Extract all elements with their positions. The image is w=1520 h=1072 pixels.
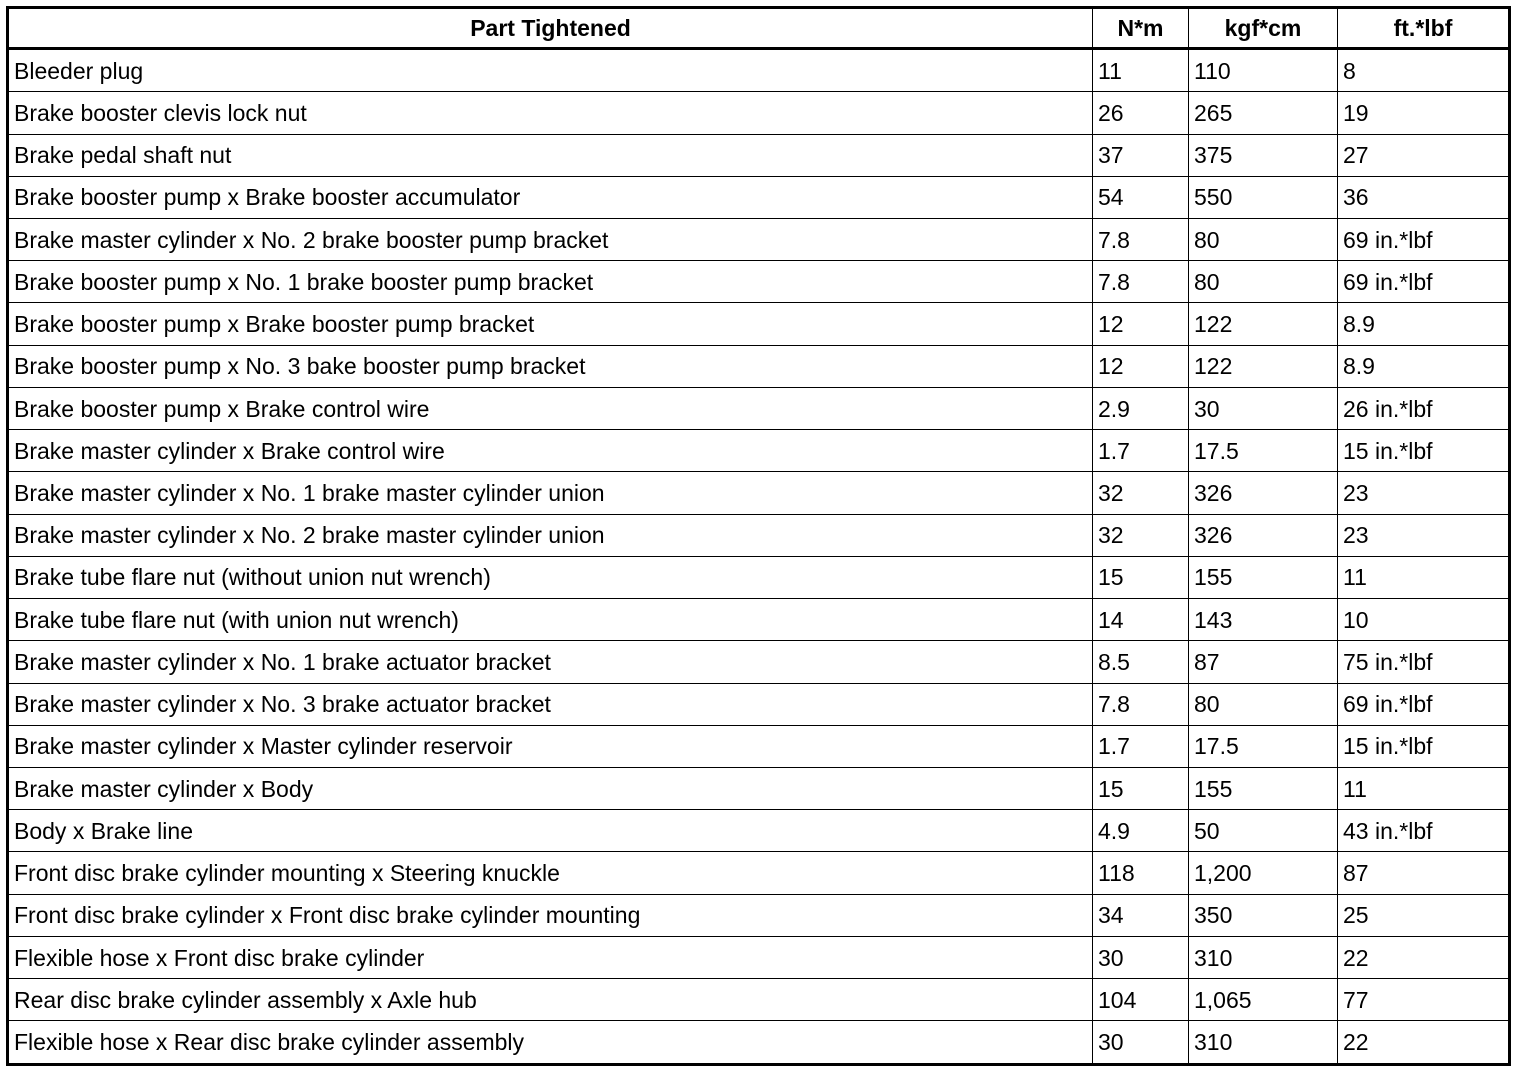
cell-ft-lbf: 8.9 <box>1338 345 1510 387</box>
cell-part: Brake booster pump x No. 1 brake booster pump bracket <box>8 261 1093 303</box>
cell-ft-lbf: 36 <box>1338 176 1510 218</box>
cell-nm: 7.8 <box>1093 683 1189 725</box>
cell-ft-lbf: 15 in.*lbf <box>1338 725 1510 767</box>
cell-ft-lbf: 11 <box>1338 556 1510 598</box>
cell-nm: 11 <box>1093 49 1189 92</box>
cell-kgf-cm: 1,200 <box>1189 852 1338 894</box>
cell-nm: 104 <box>1093 979 1189 1021</box>
cell-part: Brake booster pump x No. 3 bake booster pump bracket <box>8 345 1093 387</box>
cell-ft-lbf: 43 in.*lbf <box>1338 810 1510 852</box>
table-row <box>8 430 1510 472</box>
table-row <box>8 852 1510 894</box>
cell-kgf-cm: 310 <box>1189 1021 1338 1065</box>
cell-kgf-cm: 80 <box>1189 261 1338 303</box>
cell-part: Flexible hose x Rear disc brake cylinder assembly <box>8 1021 1093 1065</box>
cell-ft-lbf: 77 <box>1338 979 1510 1021</box>
header-nm: N*m <box>1093 8 1189 49</box>
cell-ft-lbf: 8.9 <box>1338 303 1510 345</box>
cell-part: Rear disc brake cylinder assembly x Axle hub <box>8 979 1093 1021</box>
cell-ft-lbf: 75 in.*lbf <box>1338 641 1510 683</box>
cell-part: Brake tube flare nut (without union nut wrench) <box>8 556 1093 598</box>
cell-ft-lbf: 26 in.*lbf <box>1338 387 1510 429</box>
table-row <box>8 979 1510 1021</box>
header-kgf-cm: kgf*cm <box>1189 8 1338 49</box>
cell-nm: 2.9 <box>1093 387 1189 429</box>
table-row <box>8 556 1510 598</box>
cell-kgf-cm: 50 <box>1189 810 1338 852</box>
cell-ft-lbf: 25 <box>1338 894 1510 936</box>
cell-ft-lbf: 8 <box>1338 49 1510 92</box>
cell-part: Brake master cylinder x No. 2 brake master cylinder union <box>8 514 1093 556</box>
cell-ft-lbf: 69 in.*lbf <box>1338 218 1510 260</box>
cell-part: Front disc brake cylinder x Front disc brake cylinder mounting <box>8 894 1093 936</box>
cell-nm: 37 <box>1093 134 1189 176</box>
cell-nm: 1.7 <box>1093 725 1189 767</box>
cell-nm: 54 <box>1093 176 1189 218</box>
cell-ft-lbf: 15 in.*lbf <box>1338 430 1510 472</box>
cell-part: Brake tube flare nut (with union nut wrench) <box>8 599 1093 641</box>
table-row <box>8 894 1510 936</box>
cell-part: Brake booster clevis lock nut <box>8 92 1093 134</box>
table-header-row <box>8 8 1510 49</box>
cell-kgf-cm: 550 <box>1189 176 1338 218</box>
cell-kgf-cm: 326 <box>1189 472 1338 514</box>
cell-part: Brake master cylinder x No. 1 brake master cylinder union <box>8 472 1093 514</box>
cell-kgf-cm: 143 <box>1189 599 1338 641</box>
cell-ft-lbf: 27 <box>1338 134 1510 176</box>
cell-part: Brake master cylinder x No. 2 brake booster pump bracket <box>8 218 1093 260</box>
table-row <box>8 1021 1510 1065</box>
cell-kgf-cm: 122 <box>1189 303 1338 345</box>
cell-kgf-cm: 87 <box>1189 641 1338 683</box>
cell-nm: 7.8 <box>1093 218 1189 260</box>
cell-kgf-cm: 17.5 <box>1189 725 1338 767</box>
cell-ft-lbf: 22 <box>1338 936 1510 978</box>
table-row <box>8 345 1510 387</box>
cell-nm: 12 <box>1093 303 1189 345</box>
cell-part: Flexible hose x Front disc brake cylinder <box>8 936 1093 978</box>
torque-spec-table <box>6 6 1511 1066</box>
cell-ft-lbf: 19 <box>1338 92 1510 134</box>
cell-part: Brake master cylinder x Master cylinder reservoir <box>8 725 1093 767</box>
cell-kgf-cm: 310 <box>1189 936 1338 978</box>
table-row <box>8 134 1510 176</box>
cell-nm: 1.7 <box>1093 430 1189 472</box>
cell-nm: 14 <box>1093 599 1189 641</box>
cell-ft-lbf: 10 <box>1338 599 1510 641</box>
cell-nm: 30 <box>1093 936 1189 978</box>
cell-part: Brake master cylinder x Body <box>8 768 1093 810</box>
cell-ft-lbf: 87 <box>1338 852 1510 894</box>
table-row <box>8 387 1510 429</box>
cell-kgf-cm: 155 <box>1189 768 1338 810</box>
cell-nm: 32 <box>1093 472 1189 514</box>
cell-kgf-cm: 265 <box>1189 92 1338 134</box>
table-row <box>8 92 1510 134</box>
cell-ft-lbf: 23 <box>1338 472 1510 514</box>
header-ft-lbf: ft.*lbf <box>1338 8 1510 49</box>
cell-nm: 32 <box>1093 514 1189 556</box>
torque-spec-page <box>6 6 1508 1066</box>
cell-nm: 118 <box>1093 852 1189 894</box>
cell-kgf-cm: 1,065 <box>1189 979 1338 1021</box>
table-row <box>8 768 1510 810</box>
cell-nm: 15 <box>1093 556 1189 598</box>
cell-nm: 4.9 <box>1093 810 1189 852</box>
cell-part: Brake booster pump x Brake booster pump bracket <box>8 303 1093 345</box>
cell-kgf-cm: 122 <box>1189 345 1338 387</box>
cell-nm: 7.8 <box>1093 261 1189 303</box>
cell-part: Brake booster pump x Brake control wire <box>8 387 1093 429</box>
table-row <box>8 472 1510 514</box>
table-row <box>8 725 1510 767</box>
cell-kgf-cm: 30 <box>1189 387 1338 429</box>
cell-kgf-cm: 350 <box>1189 894 1338 936</box>
cell-part: Body x Brake line <box>8 810 1093 852</box>
table-row <box>8 599 1510 641</box>
cell-ft-lbf: 69 in.*lbf <box>1338 261 1510 303</box>
table-row <box>8 261 1510 303</box>
header-part-tightened: Part Tightened <box>8 8 1093 49</box>
cell-ft-lbf: 22 <box>1338 1021 1510 1065</box>
cell-kgf-cm: 110 <box>1189 49 1338 92</box>
cell-part: Brake master cylinder x No. 1 brake actuator bracket <box>8 641 1093 683</box>
table-row <box>8 49 1510 92</box>
table-row <box>8 514 1510 556</box>
table-row <box>8 683 1510 725</box>
cell-part: Front disc brake cylinder mounting x Steering knuckle <box>8 852 1093 894</box>
cell-nm: 34 <box>1093 894 1189 936</box>
cell-ft-lbf: 23 <box>1338 514 1510 556</box>
cell-ft-lbf: 69 in.*lbf <box>1338 683 1510 725</box>
table-row <box>8 303 1510 345</box>
cell-part: Brake master cylinder x No. 3 brake actuator bracket <box>8 683 1093 725</box>
cell-nm: 12 <box>1093 345 1189 387</box>
table-row <box>8 218 1510 260</box>
cell-kgf-cm: 17.5 <box>1189 430 1338 472</box>
cell-part: Brake master cylinder x Brake control wire <box>8 430 1093 472</box>
cell-kgf-cm: 155 <box>1189 556 1338 598</box>
cell-kgf-cm: 80 <box>1189 218 1338 260</box>
table-row <box>8 641 1510 683</box>
cell-kgf-cm: 326 <box>1189 514 1338 556</box>
cell-kgf-cm: 80 <box>1189 683 1338 725</box>
table-row <box>8 176 1510 218</box>
cell-part: Brake booster pump x Brake booster accumulator <box>8 176 1093 218</box>
cell-ft-lbf: 11 <box>1338 768 1510 810</box>
table-row <box>8 810 1510 852</box>
cell-nm: 15 <box>1093 768 1189 810</box>
table-row <box>8 936 1510 978</box>
cell-nm: 30 <box>1093 1021 1189 1065</box>
cell-part: Brake pedal shaft nut <box>8 134 1093 176</box>
cell-kgf-cm: 375 <box>1189 134 1338 176</box>
table-body <box>8 49 1510 1065</box>
cell-part: Bleeder plug <box>8 49 1093 92</box>
cell-nm: 26 <box>1093 92 1189 134</box>
cell-nm: 8.5 <box>1093 641 1189 683</box>
